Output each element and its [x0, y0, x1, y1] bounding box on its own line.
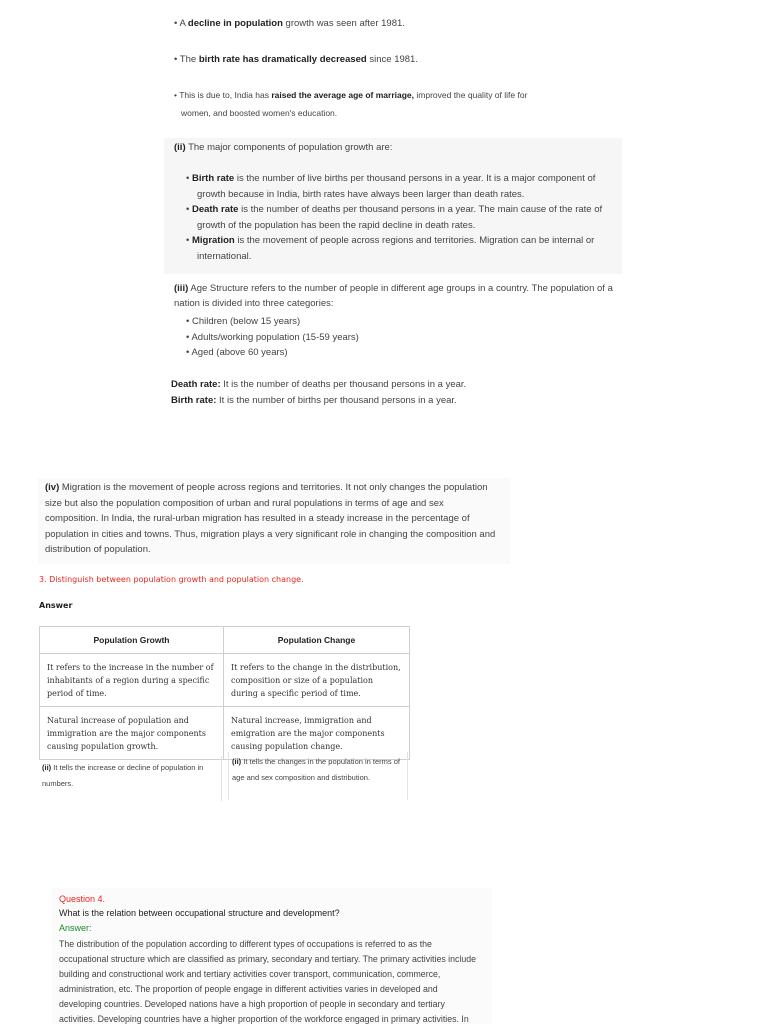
bullet-bold: decline in population	[187, 18, 283, 29]
question-4-answer: The distribution of the population according to different types of occupations is referred to as the occupational structure which are classified as primary, secondary and tertiary. The primary activities include building and constructional work and tertiary activities cover transport, communication, commerce, administration, etc. The proportion of people engage in different activities varies in developed and developing countries. Developed nations have a high proportion of people in secondary and tertiary activities. Developing countries have a higher proportion of the workforce engaged in primary activities. In	[59, 939, 477, 1024]
bullet-bold: birth rate has dramatically decreased	[198, 54, 367, 65]
death-rate-definition: Death rate: It is the number of deaths per thousand persons in a year.	[171, 379, 467, 390]
list-item: • Aged (above 60 years)	[186, 347, 288, 358]
bullet-text: The	[179, 54, 199, 65]
bullet-text: since 1981.	[366, 54, 418, 65]
bullet-bold: raised the average age of marriage,	[271, 90, 415, 100]
table-header-population-change: Population Change	[224, 627, 410, 654]
question-3-title: 3. Distinguish between population growth and population change.	[39, 575, 304, 584]
bullet-text: A	[179, 18, 188, 29]
list-item: • Migration is the movement of people across regions and territories. Migration can be internal or	[186, 235, 595, 246]
section-iii-line-2: nation is divided into three categories:	[174, 298, 334, 309]
list-item-continuation: international.	[197, 250, 252, 262]
table-cell: Natural increase of population and immigration are the major components causing population growth.	[47, 716, 207, 751]
bullet-text: This is due to, India has	[179, 90, 272, 100]
list-item: • Birth rate is the number of live births per thousand persons in a year. It is a major component of	[186, 173, 596, 184]
table-header-population-growth: Population Growth	[40, 627, 224, 654]
table-extra-cell-growth: (ii) It tells the increase or decline of population in numbers.	[39, 756, 222, 801]
table-cell: It refers to the increase in the number of inhabitants of a region during a specific period of time.	[47, 663, 214, 698]
table-header-row	[40, 627, 410, 654]
section-iii-line-1: (iii) Age Structure refers to the number of people in different age groups in a country. The population of a	[174, 283, 613, 294]
top-bullet-1: • A decline in population growth was seen after 1981.	[174, 18, 405, 29]
section-ii-intro: (ii) The major components of population growth are:	[174, 142, 393, 153]
question-4-text: What is the relation between occupational structure and development?	[59, 908, 340, 918]
top-bullet-2: • The birth rate has dramatically decreased since 1981.	[174, 54, 418, 65]
table-row	[40, 654, 410, 707]
list-item-continuation: growth of the population has been the rapid decline in death rates.	[197, 219, 476, 231]
list-item: • Adults/working population (15-59 years)	[186, 331, 359, 343]
top-bullet-3-continuation: women, and boosted women's education.	[181, 108, 338, 118]
top-bullet-3: • This is due to, India has raised the average age of marriage, improved the quality of life for	[174, 90, 528, 100]
list-item-continuation: growth because in India, birth rates have always been larger than death rates.	[197, 188, 525, 200]
birth-rate-definition: Birth rate: It is the number of births per thousand persons in a year.	[171, 395, 457, 406]
bullet-text: growth was seen after 1981.	[282, 18, 405, 29]
question-4-label: Question 4.	[59, 894, 106, 904]
question-4-answer-label: Answer:	[59, 923, 92, 933]
age-category-list	[186, 314, 359, 361]
list-item: • Children (below 15 years)	[186, 316, 301, 327]
comparison-table	[39, 626, 410, 760]
section-ii-list	[186, 171, 616, 264]
list-item: • Death rate is the number of deaths per thousand persons in a year. The main cause of the rate of	[186, 204, 603, 215]
table-cell: Natural increase, immigration and emigration are the major components causing population change.	[231, 716, 385, 751]
question-3-answer-label: Answer	[39, 601, 73, 610]
section-iv-paragraph: (iv) Migration is the movement of people across regions and territories. It not only changes the population size but also the population composition of urban and rural populations in terms of age and sex composition. In India, the rural-urban migration has resulted in a steady increase in the percentage of population in cities and towns. Thus, migration plays a very significant role in changing the composition and distribution of population.	[45, 482, 496, 555]
table-cell: It refers to the change in the distribution, composition or size of a population during a specific period of time.	[231, 663, 401, 698]
table-extra-cell-change: (ii) It tells the changes in the population in terms of age and sex composition and distribution.	[228, 752, 408, 800]
bullet-text: improved the quality of life for	[414, 90, 528, 100]
